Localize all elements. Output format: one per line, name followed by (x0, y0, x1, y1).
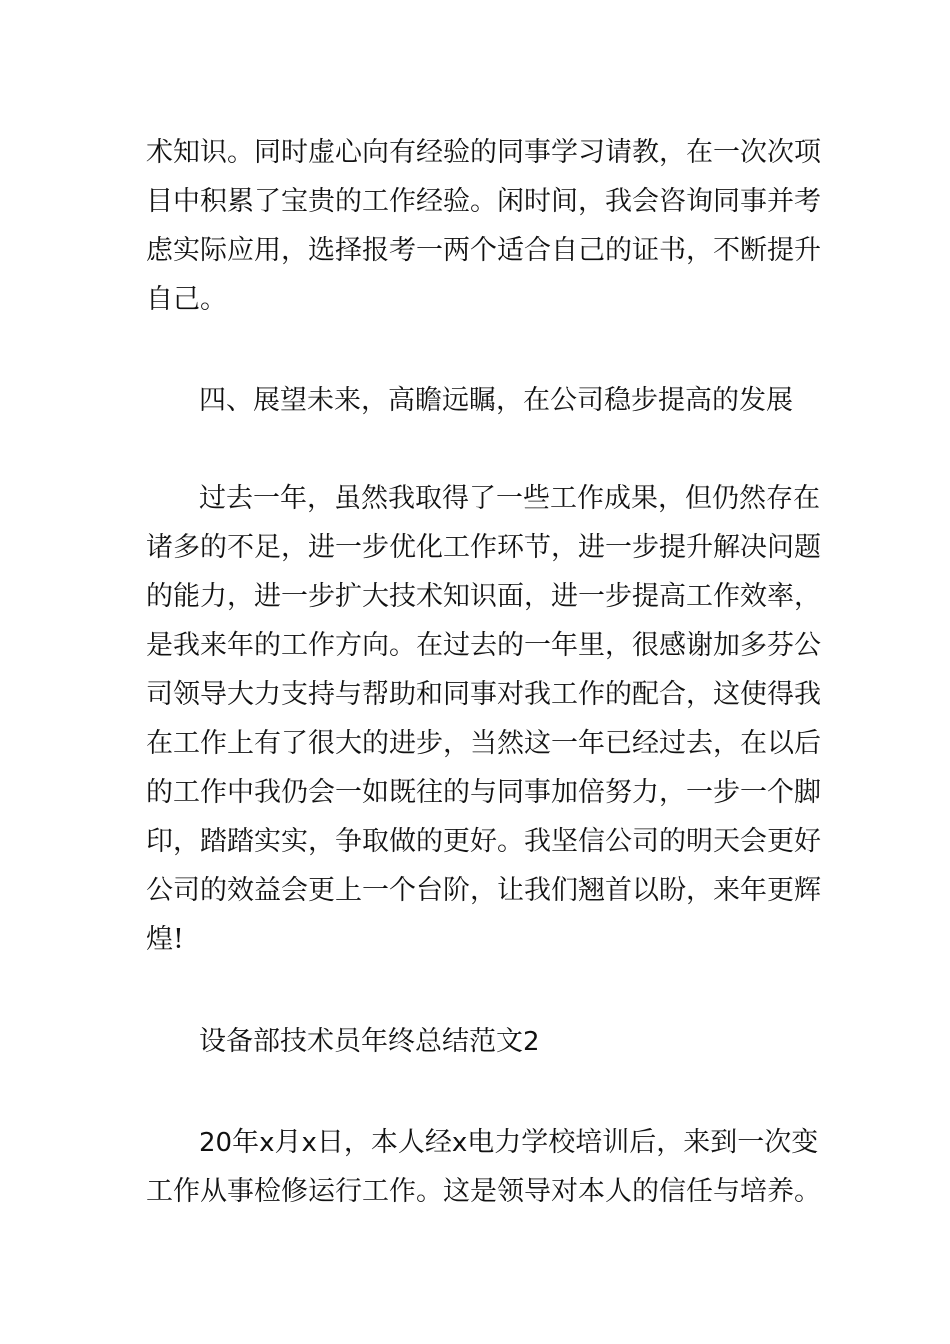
text-segment: 月 (274, 1127, 302, 1158)
paragraph-line: 的工作中我仍会一如既往的与同事加倍努力，一步一个脚 (146, 777, 821, 808)
paragraph-line: 过去一年，虽然我取得了一些工作成果，但仍然存在 (199, 483, 820, 514)
paragraph-line: 自己。 (146, 284, 227, 315)
paragraph-line: 的能力，进一步扩大技术知识面，进一步提高工作效率， (146, 581, 821, 612)
paragraph-line: 术知识。同时虚心向有经验的同事学习请教，在一次次项 (146, 137, 821, 168)
paragraph-line: 工作从事检修运行工作。这是领导对本人的信任与培养。 (146, 1176, 821, 1207)
placeholder-x: x (301, 1128, 317, 1158)
text-segment: 电力学校培训后，来到一次变 (467, 1127, 819, 1158)
paragraph-line (199, 1118, 818, 1168)
paragraph-line: 印，踏踏实实，争取做的更好。我坚信公司的明天会更好 (146, 826, 821, 857)
subtitle-text: 设备部技术员年终总结范文 (199, 1026, 523, 1057)
paragraph-line: 虑实际应用，选择报考一两个适合自己的证书，不断提升 (146, 235, 821, 266)
paragraph-line: 诸多的不足，进一步优化工作环节，进一步提升解决问题 (146, 532, 821, 563)
paragraph-line: 司领导大力支持与帮助和同事对我工作的配合，这使得我 (146, 679, 821, 710)
paragraph-line: 目中积累了宝贵的工作经验。闲时间，我会咨询同事并考 (146, 186, 821, 217)
placeholder-x: x (259, 1128, 275, 1158)
year-text: 20 (199, 1128, 233, 1158)
subtitle-number: 2 (523, 1027, 540, 1057)
document-subtitle (199, 1017, 540, 1067)
placeholder-x: x (451, 1128, 468, 1158)
paragraph-line: 煌! (146, 924, 184, 955)
text-segment: 日，本人经 (316, 1127, 452, 1158)
section-heading: 四、展望未来，高瞻远瞩，在公司稳步提高的发展 (199, 385, 793, 416)
text-segment: 年 (232, 1127, 260, 1158)
paragraph-line: 在工作上有了很大的进步，当然这一年已经过去，在以后 (146, 728, 821, 759)
paragraph-line: 是我来年的工作方向。在过去的一年里，很感谢加多芬公 (146, 630, 821, 661)
paragraph-line: 公司的效益会更上一个台阶，让我们翘首以盼，来年更辉 (146, 875, 821, 906)
